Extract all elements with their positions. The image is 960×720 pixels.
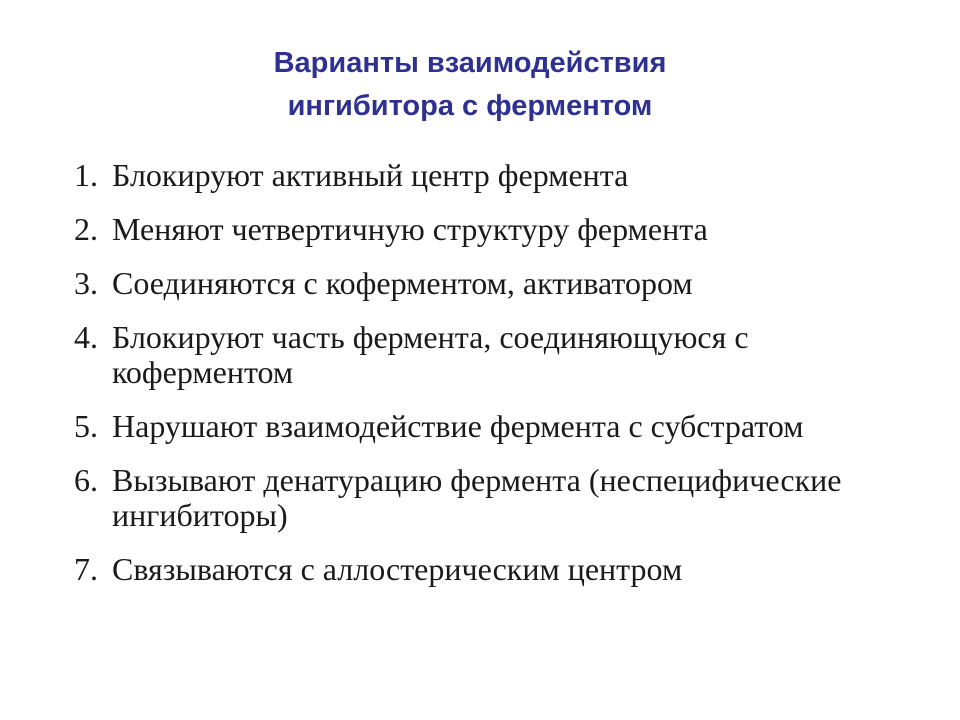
list-item-text: Блокируют активный центр фермента	[112, 157, 629, 193]
slide-title	[150, 42, 790, 128]
list-item-number: 4.	[74, 319, 98, 355]
list-item-3	[74, 266, 894, 301]
list-item-text: Блокируют часть фермента, соединяющуюся с коферментом	[112, 319, 749, 390]
list-item-1	[74, 158, 894, 193]
list-item-number: 6.	[74, 462, 98, 498]
list-item-text: Связываются с аллостерическим центром	[112, 551, 683, 587]
list-item-6	[74, 463, 894, 533]
title-line-2: ингибитора с ферментом	[287, 90, 653, 122]
list-item-text: Вызывают денатурацию фермента (неспецифические ингибиторы)	[112, 462, 842, 533]
list-item-number: 1.	[74, 157, 98, 193]
list-item-2	[74, 212, 894, 247]
list-item-number: 7.	[74, 551, 98, 587]
list-item-7	[74, 552, 894, 587]
inhibitor-variants-list	[74, 158, 894, 606]
list-item-text: Нарушают взаимодействие фермента с субстратом	[112, 408, 804, 444]
list-item-number: 3.	[74, 265, 98, 301]
list-item-text: Соединяются с коферментом, активатором	[112, 265, 693, 301]
list-item-5	[74, 409, 894, 444]
title-line-1: Варианты взаимодействия	[273, 47, 667, 79]
list-item-text: Меняют четвертичную структуру фермента	[112, 211, 708, 247]
list-item-number: 2.	[74, 211, 98, 247]
list-item-4	[74, 320, 894, 390]
list-item-number: 5.	[74, 408, 98, 444]
